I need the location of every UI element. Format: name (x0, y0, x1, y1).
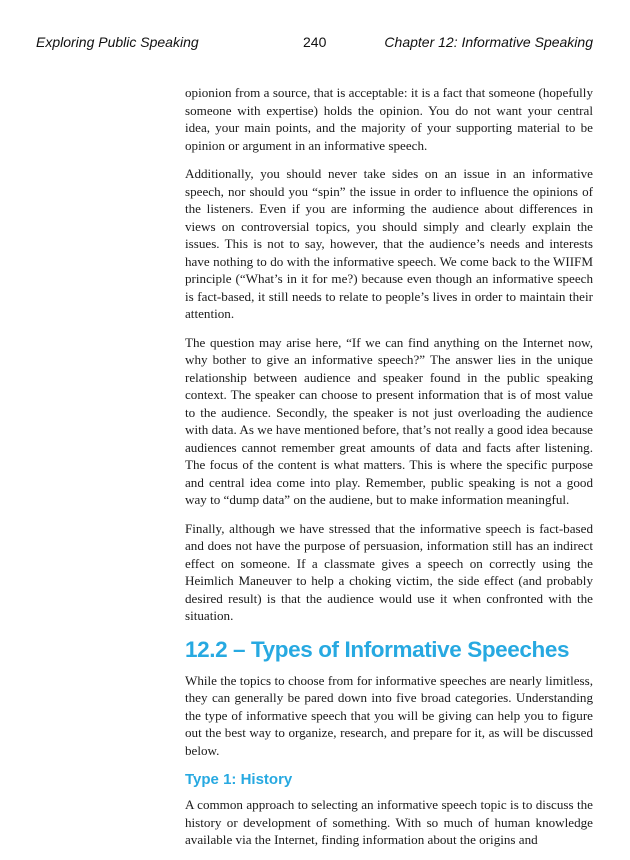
paragraph-history: A common approach to selecting an informative speech topic is to discuss the history or development of something. With so much of human knowledge available via the Internet, finding information about the origins and (185, 797, 593, 847)
paragraph-internet-question: The question may arise here, “If we can find anything on the Internet now, why bother to give an informative speech?” The answer lies in the unique relationship between audience and speaker found in the public speaking context. The speaker can choose to present information that is of most value to the audience. Secondly, the speaker is not just overloading the audience with data. As we have mentioned before, that’s not really a good idea because audiences cannot remember great amounts of data and facts after listening. The focus of the content is what matters. This is where the specific purpose and central idea come into play. Remember, public speaking is not a good way to “dump data” on the audiene, but to make information meaningful. (185, 334, 593, 507)
chapter-title: Chapter 12: Informative Speaking (384, 34, 593, 50)
section-heading: 12.2 – Types of Informative Speeches (185, 636, 570, 662)
subheading-type-history: Type 1: History (185, 771, 293, 788)
paragraph-indirect-effect: Finally, although we have stressed that the informative speech is fact-based and does not have the purpose of persuasion, information still has an indirect effect on someone. If a classmate gives a speech on correctly using the Heimlich Maneuver to help a choking victim, the side effect (and probably desired result) is that the audience would use it when confronted with the situation. (185, 520, 593, 623)
page-number: 240 (303, 34, 327, 50)
book-title: Exploring Public Speaking (36, 34, 199, 50)
page-body (185, 84, 593, 860)
paragraph-opinion: opionion from a source, that is acceptable: it is a fact that someone (hopefully someone with expertise) holds the opinion. You do not want your central idea, your main points, and the majority of your supporting material to be opinion or argument in an informative speech. (185, 85, 593, 153)
paragraph-types-intro: While the topics to choose from for informative speeches are nearly limitless, they can generally be pared down into five broad categories. Understanding the type of informative speech that you will be giving can help you to figure out the best way to organize, research, and prepare for it, as will be discussed below. (185, 672, 593, 758)
running-header (0, 34, 630, 54)
paragraph-take-sides: Additionally, you should never take sides on an issue in an informative speech, nor should you “spin” the issue in order to influence the opinions of the listeners. Even if you are informing the audience about differences in views on controversial topics, you should simply and clearly explain the issues. This is not to say, however, that the audience’s needs and interests have nothing to do with the informative speech. We come back to the WIIFM principle (“What’s in it for me?) because even though an informative speech is fact-based, it still needs to relate to people’s lives in order to maintain their attention. (185, 166, 593, 321)
